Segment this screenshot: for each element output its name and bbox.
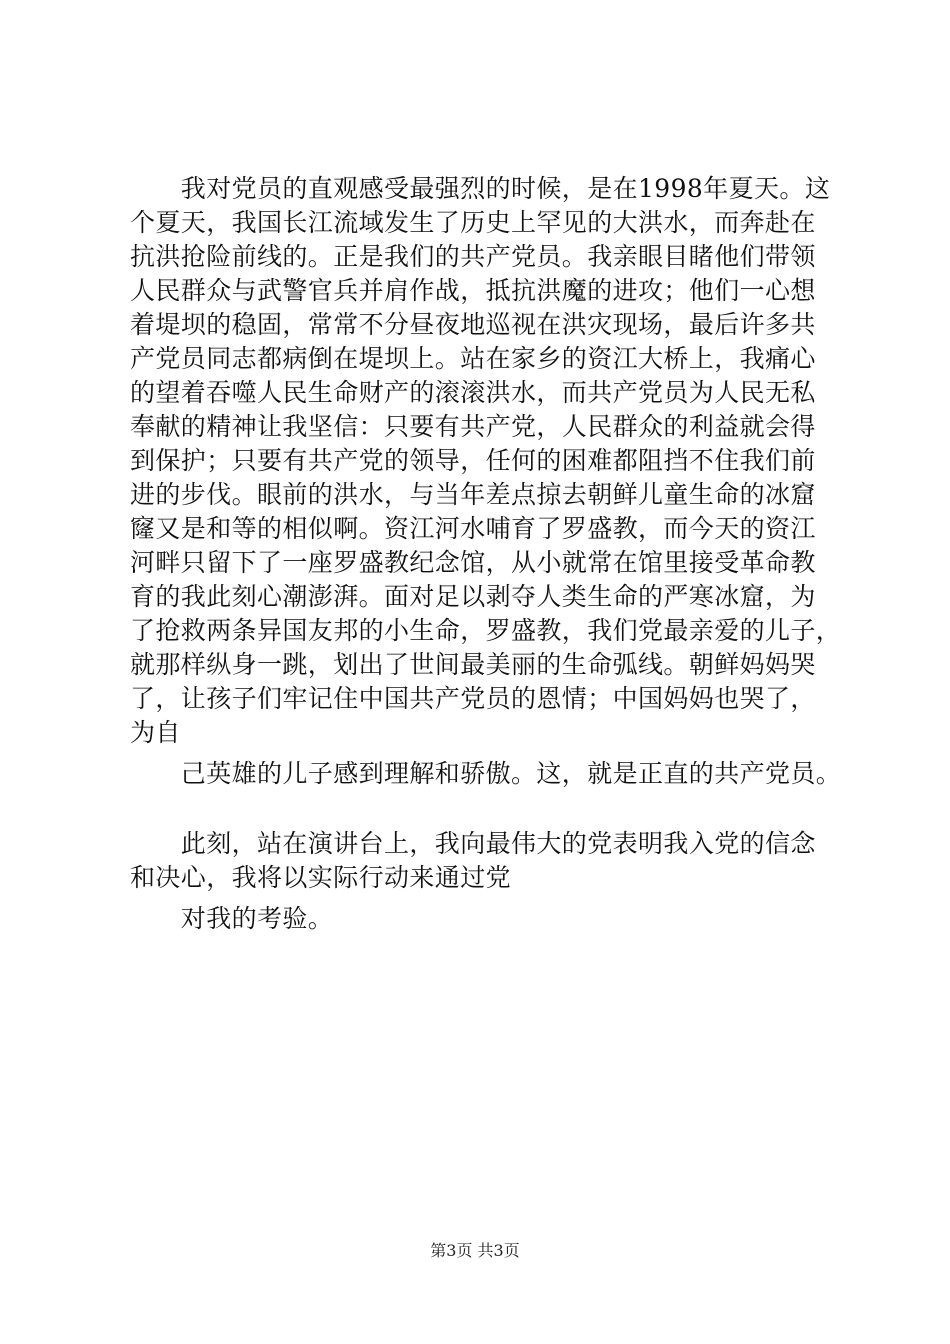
body-text-line: 此刻，站在演讲台上，我向最伟大的党表明我入党的信念: [130, 829, 816, 858]
body-text-line: 抗洪抢险前线的。正是我们的共产党员。我亲眼目睹他们带领: [130, 242, 816, 271]
body-text-line: 个夏天，我国长江流域发生了历史上罕见的大洪水，而奔赴在: [130, 208, 816, 237]
body-text-line: 就那样纵身一跳，划出了世间最美丽的生命弧线。朝鲜妈妈哭: [130, 650, 816, 679]
body-text-line: 了抢救两条异国友邦的小生命，罗盛教，我们党最亲爱的儿子，: [130, 616, 842, 645]
body-text-line: 的望着吞噬人民生命财产的滚滚洪水，而共产党员为人民无私: [130, 378, 816, 407]
body-text-line: 到保护；只要有共产党的领导，任何的困难都阻挡不住我们前: [130, 446, 816, 475]
body-text-line: 己英雄的儿子感到理解和骄傲。这，就是正直的共产党员。: [130, 759, 842, 788]
body-text-line: 着堤坝的稳固，常常不分昼夜地巡视在洪灾现场，最后许多共: [130, 310, 816, 339]
body-text-line: 产党员同志都病倒在堤坝上。站在家乡的资江大桥上，我痛心: [130, 344, 816, 373]
body-text-line: 河畔只留下了一座罗盛教纪念馆，从小就常在馆里接受革命教: [130, 548, 816, 577]
body-text-line: 为自: [130, 718, 181, 747]
body-text-line: 窿又是和等的相似啊。资江河水哺育了罗盛教，而今天的资江: [130, 514, 816, 543]
body-text-line: 育的我此刻心潮澎湃。面对足以剥夺人类生命的严寒冰窟，为: [130, 582, 816, 611]
body-text-line: 我对党员的直观感受最强烈的时候，是在1998年夏天。这: [130, 174, 831, 203]
body-text-line: 奉献的精神让我坚信：只要有共产党，人民群众的利益就会得: [130, 412, 816, 441]
body-text-line: 进的步伐。眼前的洪水，与当年差点掠去朝鲜儿童生命的冰窟: [130, 480, 816, 509]
body-text-line: 人民群众与武警官兵并肩作战，抵抗洪魔的进攻；他们一心想: [130, 276, 816, 305]
body-text-line: 和决心，我将以实际行动来通过党: [130, 863, 512, 892]
body-text-line: 对我的考验。: [130, 904, 334, 933]
body-text-line: 了，让孩子们牢记住中国共产党员的恩情；中国妈妈也哭了，: [130, 684, 816, 713]
page-footer: 第3页 共3页: [430, 1241, 520, 1260]
